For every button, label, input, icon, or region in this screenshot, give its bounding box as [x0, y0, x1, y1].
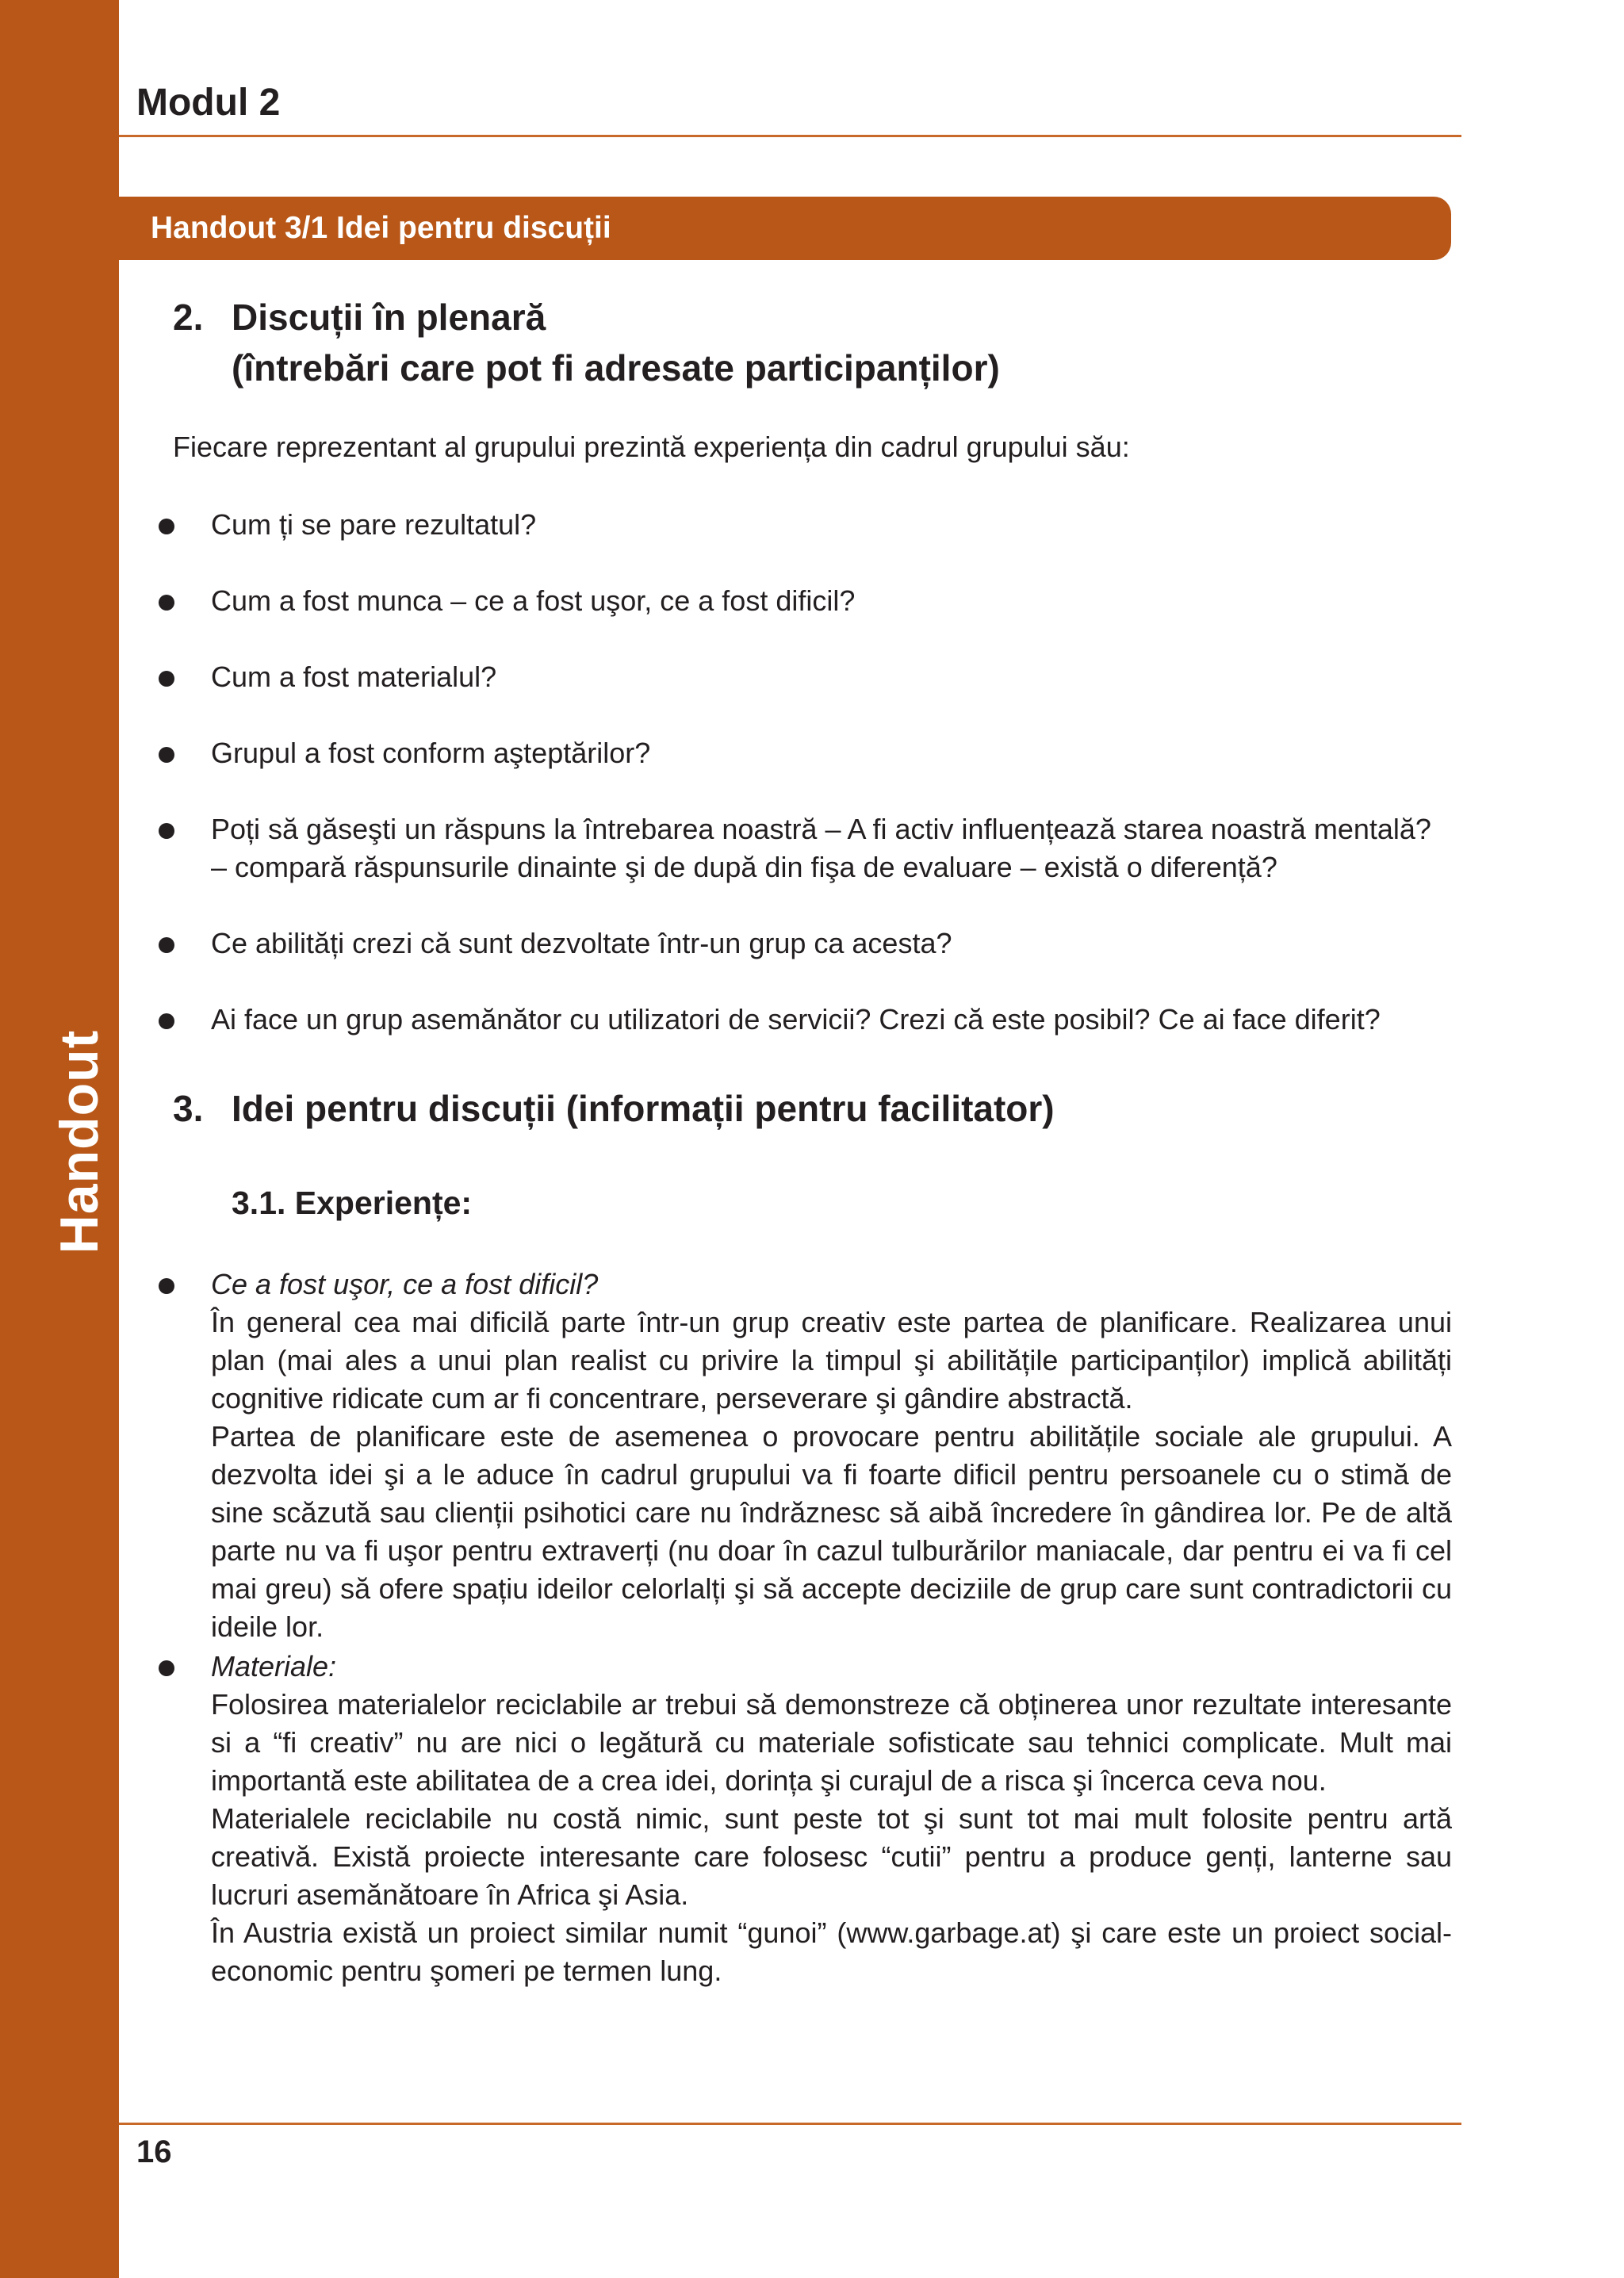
paragraph: În general cea mai dificilă parte într-un grup creativ este partea de planificare. Realizarea unui plan (mai ales a unui plan realist cu privire la timpul şi abilitățile participanților) implică abilități cognitive ridicate cum ar fi concentrare, perseverare şi gândire abstractă. — [211, 1306, 1452, 1415]
bullet-dot — [159, 1660, 174, 1676]
list-item-text-block — [211, 810, 1452, 886]
paragraph: Materialele reciclabile nu costă nimic, sunt peste tot şi sunt tot mai mult folosite pentru artă creativă. Există proiecte interesante care folosesc “cutii” pentru a produce genți, lanterne sau lucruri asemănătoare în Africa şi Asia. — [211, 1802, 1452, 1911]
section-2-title-line1: Discuții în plenară — [232, 297, 546, 338]
section-2-title-line2: (întrebări care pot fi adresate participanților) — [232, 347, 1000, 389]
handout-title-bar — [119, 197, 1451, 260]
list-item-text-continued: – compară răspunsurile dinainte şi de după din fişa de evaluare – există o diferență? — [211, 851, 1277, 883]
item-heading: Ce a fost uşor, ce a fost dificil? — [211, 1268, 599, 1300]
item-heading: Materiale: — [211, 1650, 337, 1683]
bullet-dot — [159, 823, 174, 839]
bullet-dot — [159, 671, 174, 687]
list-item-text: Cum a fost munca – ce a fost uşor, ce a fost dificil? — [211, 584, 856, 617]
sidebar — [0, 0, 119, 2278]
list-item-content — [211, 1648, 1452, 1990]
module-title: Modul 2 — [136, 82, 281, 124]
list-item-text: Ce abilități crezi că sunt dezvoltate într-un grup ca acesta? — [211, 927, 952, 959]
section-2-heading — [173, 292, 1000, 393]
bullet-dot — [159, 595, 174, 611]
paragraph: Partea de planificare este de asemenea o provocare pentru abilitățile sociale ale grupului. A dezvolta idei şi a le aduce în cadrul grupului va fi foarte dificil pentru persoanele cu o stimă de sine scăzută sau clienții psihotici care nu îndrăznesc să aibă încredere în gândirea lor. Pe de altă parte nu va fi uşor pentru extraverți (nu doar în cazul tulburărilor maniacale, dar pentru ei va fi cel mai greu) să ofere spațiu ideilor celorlalți şi să accepte deciziile de grup care sunt contradictorii cu ideile lor. — [211, 1420, 1452, 1643]
bullet-dot — [159, 937, 174, 953]
handout-title: Handout 3/1 Idei pentru discuții — [151, 211, 611, 245]
list-item-text: Cum a fost materialul? — [211, 660, 497, 693]
bullet-dot — [159, 1278, 174, 1294]
paragraph: În Austria există un proiect similar numit “gunoi” (www.garbage.at) şi care este un proiect social-economic pentru şomeri pe termen lung. — [211, 1916, 1452, 1987]
list-item-text: Poți să găseşti un răspuns la întrebarea noastră – A fi activ influențează starea noastră mentală? — [211, 813, 1431, 845]
paragraph: Folosirea materialelor reciclabile ar trebui să demonstreze că obținerea unor rezultate interesante si a “fi creativ” nu are nici o legătură cu materiale sofisticate sau tehnici complicate. Mult mai importantă este abilitatea de a crea idei, dorința şi curajul de a risca şi încerca ceva nou. — [211, 1688, 1452, 1797]
bullet-dot — [159, 747, 174, 763]
bullet-dot — [159, 519, 174, 534]
footer-divider — [119, 2123, 1461, 2125]
subsection-3-1-title: 3.1. Experiențe: — [232, 1185, 473, 1221]
section-2-intro: Fiecare reprezentant al grupului prezintă experiența din cadrul grupului său: — [173, 431, 1130, 463]
list-item-text: Grupul a fost conform aşteptărilor? — [211, 737, 651, 769]
section-2-number: 2. — [173, 297, 204, 338]
list-item-text: Ai face un grup asemănător cu utilizatori de servicii? Crezi că este posibil? Ce ai face diferit? — [211, 1003, 1381, 1036]
list-item-text: Cum ți se pare rezultatul? — [211, 508, 537, 541]
section-3-title: Idei pentru discuții (informații pentru facilitator) — [232, 1088, 1055, 1129]
bullet-dot — [159, 1013, 174, 1029]
section-3-number: 3. — [173, 1088, 204, 1129]
list-item-content — [211, 1265, 1452, 1646]
header-divider — [119, 135, 1461, 137]
section-3-heading — [173, 1083, 1055, 1134]
page-number: 16 — [136, 2134, 172, 2169]
sidebar-label: Handout — [49, 1029, 109, 1254]
